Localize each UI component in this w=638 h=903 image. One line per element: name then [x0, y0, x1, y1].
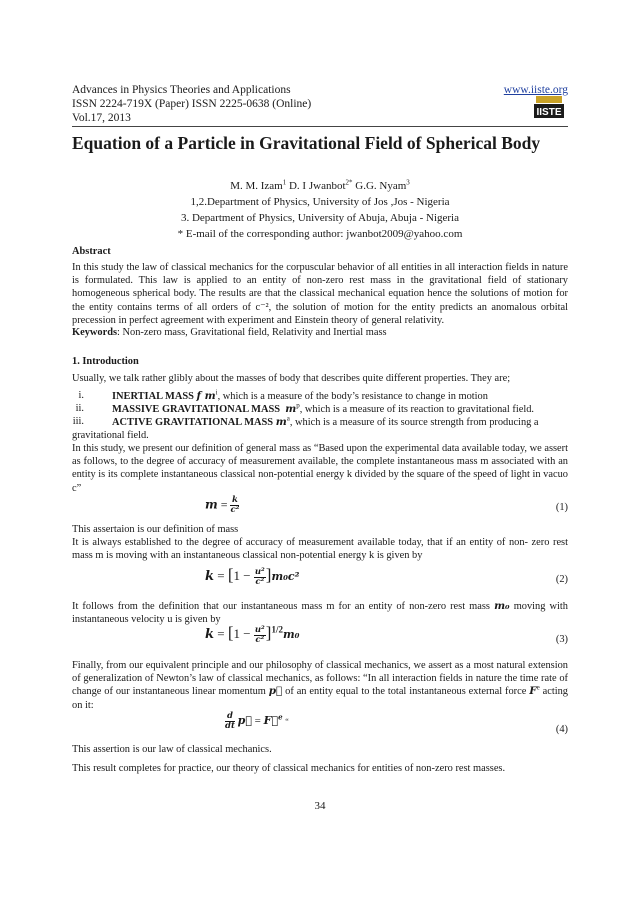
paragraph-4-text-a: It follows from the definition that our instantaneous mass m for an entity of non-zero rest mass [72, 601, 495, 612]
keywords-text: : Non-zero mass, Gravitational field, Relativity and Inertial mass [117, 327, 387, 338]
force-symbol-sup: e [536, 683, 540, 692]
mass-symbol: f m [196, 390, 216, 402]
paragraph-5-text-b: of an entity equal to the total instantaneous external force [282, 686, 530, 698]
intro-paragraph-5 [72, 659, 568, 712]
logo-text: IISTE [536, 107, 562, 118]
list-item-text: , which is a measure of the body’s resistance to change in motion [217, 391, 488, 402]
abstract-heading: Abstract [72, 246, 111, 257]
equation-2: k = [1 − $\frac{\text{u²}}{\text{c²}}$ ]m₀c² [205, 565, 300, 587]
author-3: G.G. Nyam [352, 180, 407, 192]
mass-symbol-sup: p [296, 401, 300, 410]
iiste-logo [530, 96, 568, 118]
header-rule [72, 126, 568, 127]
intro-paragraph-3a: This assertaion is our definition of mass [72, 524, 239, 535]
mass-symbol-sup: a [286, 414, 290, 423]
momentum-symbol: p⃗ [268, 685, 283, 698]
author-1: M. M. Izam [230, 180, 283, 192]
mass-symbol: m [275, 416, 287, 428]
intro-paragraph-6: This assertion is our law of classical mechanics. [72, 744, 272, 755]
keywords-label: Keywords [72, 327, 118, 338]
intro-paragraph-3b: It is always established to the degree of accuracy of measurement available today, that if an entity of non- zero rest mass m is moving with an instantaneous classical non-potential energy k is given by [72, 537, 568, 562]
affiliation-2: 3. Department of Physics, University of Abuja, Abuja - Nigeria [180, 212, 459, 224]
paragraph-4-text-b: moving with instantaneous velocity u is given by [72, 601, 569, 626]
journal-issn: ISSN 2224-719X (Paper) ISSN 2225-0638 (Online) [72, 98, 312, 110]
author-1-sup: 1 [282, 178, 287, 187]
list-item-label: INERTIAL MASS [112, 391, 194, 402]
list-item-text: , which is a measure of its source strength from producing a [289, 417, 539, 428]
equation-3-number: (3) [555, 634, 568, 645]
author-3-sup: 3 [406, 178, 410, 187]
mass-list [62, 390, 572, 429]
intro-paragraph-7: This result completes for practice, our theory of classical mechanics for entities of non-zero rest masses. [72, 763, 506, 774]
affiliation-1: 1,2.Department of Physics, University of Jos ,Jos - Nigeria [190, 196, 450, 208]
equation-4: $\frac{d}{dt}$ p⃗ = F⃗$^e$ “ [225, 711, 289, 731]
mass-symbol-sup: i [215, 388, 218, 397]
paper-title: Equation of a Particle in Gravitational Field of Spherical Body [72, 133, 541, 153]
journal-website-link[interactable]: www.iiste.org [503, 84, 568, 96]
corresponding-email: * E-mail of the corresponding author: jwanbot2009@yahoo.com [177, 228, 463, 240]
journal-name: Advances in Physics Theories and Applications [72, 84, 291, 96]
paragraph-5-text-a: Finally, from our equivalent principle and our philosophy of classical mechanics, we assert as a most natural extension of generalization of Newton’s law of classical mechanics, as follows: “In all interaction fields in nature the time rate of change of our instantaneous linear momentum [72, 660, 568, 698]
intro-paragraph-2: In this study, we present our definition of general mass as “Based upon the experimental data available today, we assert as follows, to the degree of accuracy of measurement available, the complete instantaneous mass m associated with an entity is its complete instantaneous classical non-potential energy k divided by the square of the speed of light in vacuo c” [72, 443, 568, 494]
list-item [62, 416, 572, 429]
list-item-continuation: gravitational field. [72, 430, 149, 441]
equation-1: m = $\frac{k}{\text{c²}}$ [205, 495, 240, 515]
mass-symbol: m [285, 403, 297, 415]
author-2: D. I Jwanbot [286, 180, 346, 192]
list-item-label: ACTIVE GRAVITATIONAL MASS [112, 417, 274, 428]
intro-paragraph-1: Usually, we talk rather glibly about the masses of body that describes quite different properties. They are; [72, 373, 511, 384]
equation-1-number: (1) [555, 502, 568, 513]
page-number: 34 [314, 800, 326, 812]
author-2-sup: 2* [345, 178, 353, 187]
list-item-text: , which is a measure of its reaction to gravitational field. [299, 404, 535, 415]
list-item [62, 403, 572, 416]
list-item [62, 390, 572, 403]
section-heading-introduction: 1. Introduction [72, 356, 139, 367]
abstract-body: In this study the law of classical mechanics for the corpuscular behavior of all entities in all interaction fields in nature is formulated. This law is applied to an entity of non-zero rest mass in the gravitational field of stationary homogeneous spherical body. The results are that the classical mechanical equation hence the solutions of motion for the entity contains terms of all orders of c⁻², the solution of motion for the entity predicts an anomalous orbital precession in perfect agreement with experiment and Einstein theory of general relativity. [72, 262, 568, 326]
intro-paragraph-4 [72, 600, 568, 626]
equation-2-number: (2) [555, 574, 568, 585]
journal-volume: Vol.17, 2013 [72, 112, 131, 124]
paragraph-5-text-c: acting on it: [72, 686, 568, 711]
equation-3: k = [1 − $\frac{\text{u²}}{\text{c²}}$ ]$^{1/2}$m₀ [205, 623, 300, 645]
rest-mass-symbol: m₀ [494, 600, 510, 612]
author-line [72, 180, 568, 192]
equation-4-number: (4) [555, 724, 568, 735]
keywords-line [72, 326, 568, 339]
list-item-number: ii. [75, 403, 84, 414]
force-symbol: F [529, 685, 537, 698]
list-item-number: i. [78, 390, 84, 401]
list-item-number: iii. [72, 416, 84, 427]
list-item-label: MASSIVE GRAVITATIONAL MASS [112, 404, 281, 415]
